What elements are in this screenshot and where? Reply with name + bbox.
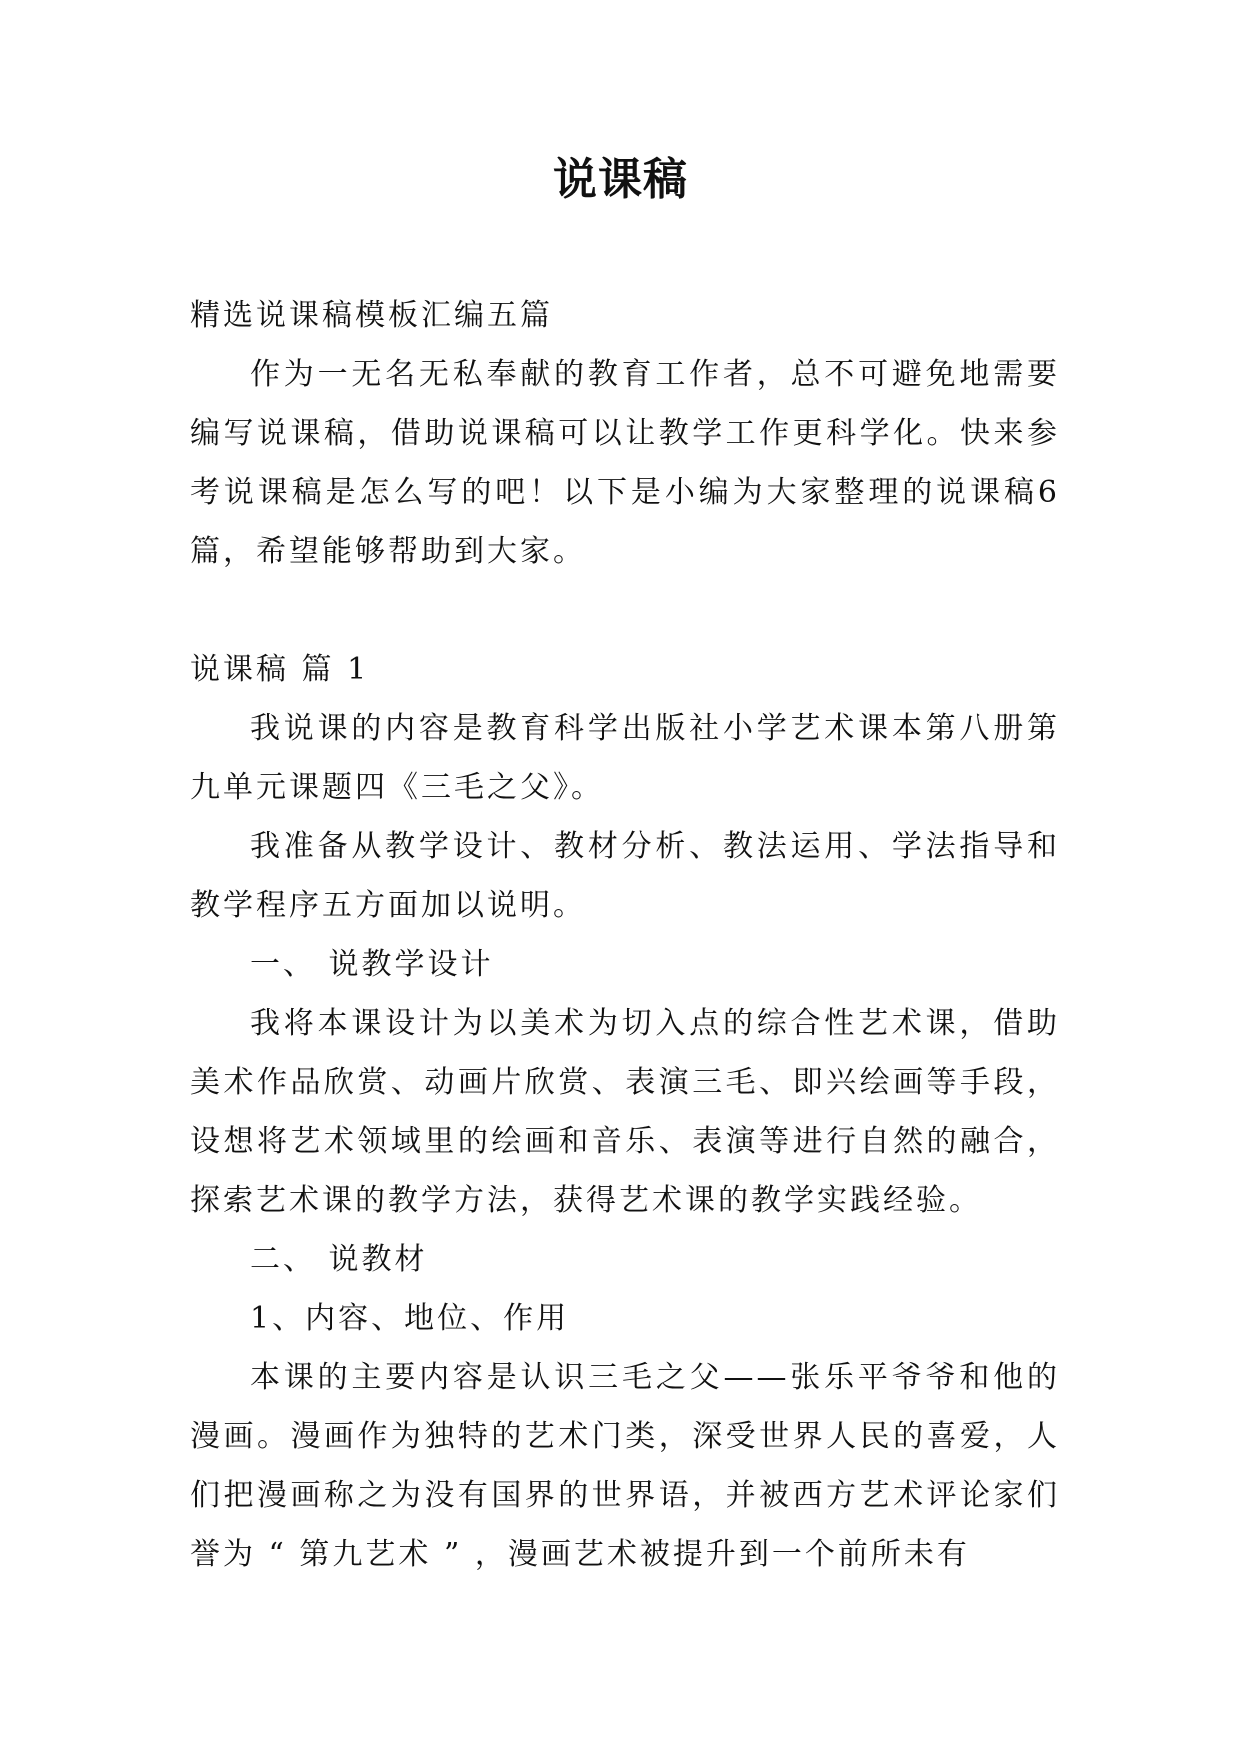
body-paragraph: 我说课的内容是教育科学出版社小学艺术课本第八册第九单元课题四《三毛之父》。 <box>190 711 1060 805</box>
subsection-heading: 一、 说教学设计 <box>250 947 494 982</box>
document-title: 说课稿 <box>553 154 688 205</box>
document-body <box>190 286 1060 1584</box>
body-paragraph: 本课的主要内容是认识三毛之父——张乐平爷爷和他的漫画。漫画作为独特的艺术门类，深受世界人民的喜爱，人们把漫画称之为没有国界的世界语，并被西方艺术评论家们誉为 “ 第九艺术 ” ，漫画艺术被提升到一个前所未有 <box>190 1360 1060 1572</box>
body-paragraph: 我准备从教学设计、教材分析、教法运用、学法指导和教学程序五方面加以说明。 <box>190 829 1060 923</box>
body-paragraph: 我将本课设计为以美术为切入点的综合性艺术课，借助美术作品欣赏、动画片欣赏、表演三毛、即兴绘画等手段，设想将艺术领域里的绘画和音乐、表演等进行自然的融合，探索艺术课的教学方法，获得艺术课的教学实践经验。 <box>190 1006 1060 1218</box>
subsection-heading: 1、内容、地位、作用 <box>250 1301 570 1336</box>
subsection-heading: 二、 说教材 <box>250 1242 428 1277</box>
subtitle-paragraph: 精选说课稿模板汇编五篇 <box>190 298 553 333</box>
intro-paragraph: 作为一无名无私奉献的教育工作者，总不可避免地需要编写说课稿，借助说课稿可以让教学工作更科学化。快来参考说课稿是怎么写的吧！以下是小编为大家整理的说课稿6篇，希望能够帮助到大家。 <box>190 357 1060 569</box>
section-heading: 说课稿 篇 1 <box>190 652 370 687</box>
paragraph-spacer <box>190 581 1060 640</box>
